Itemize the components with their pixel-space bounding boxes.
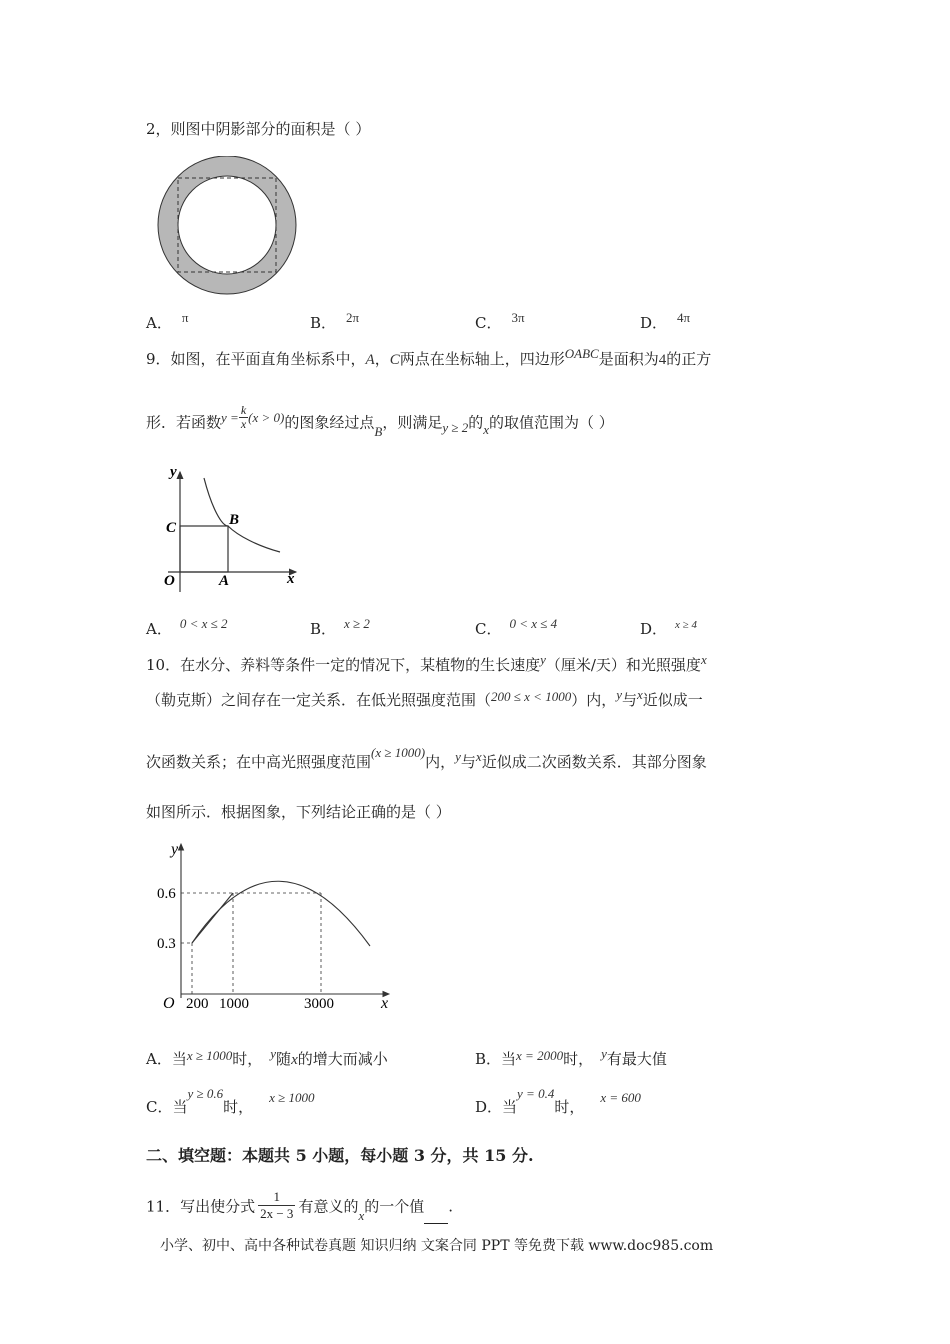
graph-c-label: C xyxy=(166,520,177,536)
tick-x3000: 3000 xyxy=(304,996,334,1012)
q10-line2: （勒克斯）之间存在一定关系．在低光照强度范围（200 ≤ x < 1000）内，y与x近似成一 xyxy=(146,687,703,709)
q10-graph xyxy=(155,838,395,1016)
tick-y03: 0.3 xyxy=(157,936,176,952)
q9-line2: 形．若函数y = $\frac{k}{x}$ (x > 0)的图象经过点B，则满足y ≥ 2的x的取值范围为（ ） xyxy=(146,403,614,439)
graph-o-label: O xyxy=(163,995,175,1012)
graph-y-label: y xyxy=(170,464,177,480)
graph-x-label: x xyxy=(287,571,295,587)
inner-circle xyxy=(178,176,276,274)
q9-graph xyxy=(158,464,303,596)
q10-line1: 10．在水分、养料等条件一定的情况下，某植物的生长速度y（厘米/天）和光照强度x xyxy=(146,652,707,674)
q8-option-b: B． 2π xyxy=(310,310,360,332)
q9-option-d: D． $^{x \ge 4}$ xyxy=(640,619,697,638)
q11-blank[interactable] xyxy=(424,1209,448,1224)
q10-option-b: B．当x = 2000时， y有最大值 xyxy=(475,1046,667,1068)
graph-b-label: B xyxy=(229,512,240,528)
q8-option-a: A． π xyxy=(146,310,189,332)
q8-ring-figure xyxy=(156,156,300,296)
page-footer: 小学、初中、高中各种试卷真题 知识归纳 文案合同 PPT 等免费下载 www.doc985.com xyxy=(160,1238,714,1254)
q10-option-a: A．当x ≥ 1000时， y随x的增大而减小 xyxy=(146,1046,388,1068)
q10-line3: 次函数关系；在中高光照强度范围(x ≥ 1000)内，y与x近似成二次函数关系．其部分图象 xyxy=(146,745,707,771)
q10-option-d: D．当y = 0.4时，x = 600 xyxy=(475,1086,641,1116)
hyperbola-curve xyxy=(204,478,280,552)
q10-option-c: C．当y ≥ 0.6时，x ≥ 1000 xyxy=(146,1086,315,1116)
q10-line4: 如图所示．根据图象，下列结论正确的是（ ） xyxy=(146,803,451,821)
q8-option-d: D． 4π xyxy=(640,310,691,332)
graph-y-label: y xyxy=(171,841,179,858)
graph-o-label: O xyxy=(164,573,175,589)
q8-stem: 2，则图中阴影部分的面积是（ ） xyxy=(146,120,371,138)
tick-x1000: 1000 xyxy=(219,996,249,1012)
section2-title: 二、填空题：本题共 5 小题，每小题 3 分，共 15 分. xyxy=(146,1146,534,1165)
graph-a-label: A xyxy=(219,573,230,589)
square-oabc xyxy=(180,526,228,572)
q9-option-c: C． 0 < x ≤ 4 xyxy=(475,616,558,638)
q9-option-b: B． x ≥ 2 xyxy=(310,616,370,638)
linear-segment xyxy=(192,893,233,943)
q9-option-a: A． 0 < x ≤ 2 xyxy=(146,616,228,638)
graph-x-label: x xyxy=(381,995,389,1012)
tick-x200: 200 xyxy=(186,996,209,1012)
parabola-curve xyxy=(192,881,370,946)
tick-y06: 0.6 xyxy=(157,886,176,902)
q9-line1: 9．如图，在平面直角坐标系中，A，C两点在坐标轴上，四边形OABC是面积为4的正方 xyxy=(146,346,712,368)
q8-option-c: C． 3π xyxy=(475,310,525,332)
q11-line: 11．写出使分式 $\frac{1}{2x - 3}$ 有意义的x的一个值 . xyxy=(146,1189,454,1223)
